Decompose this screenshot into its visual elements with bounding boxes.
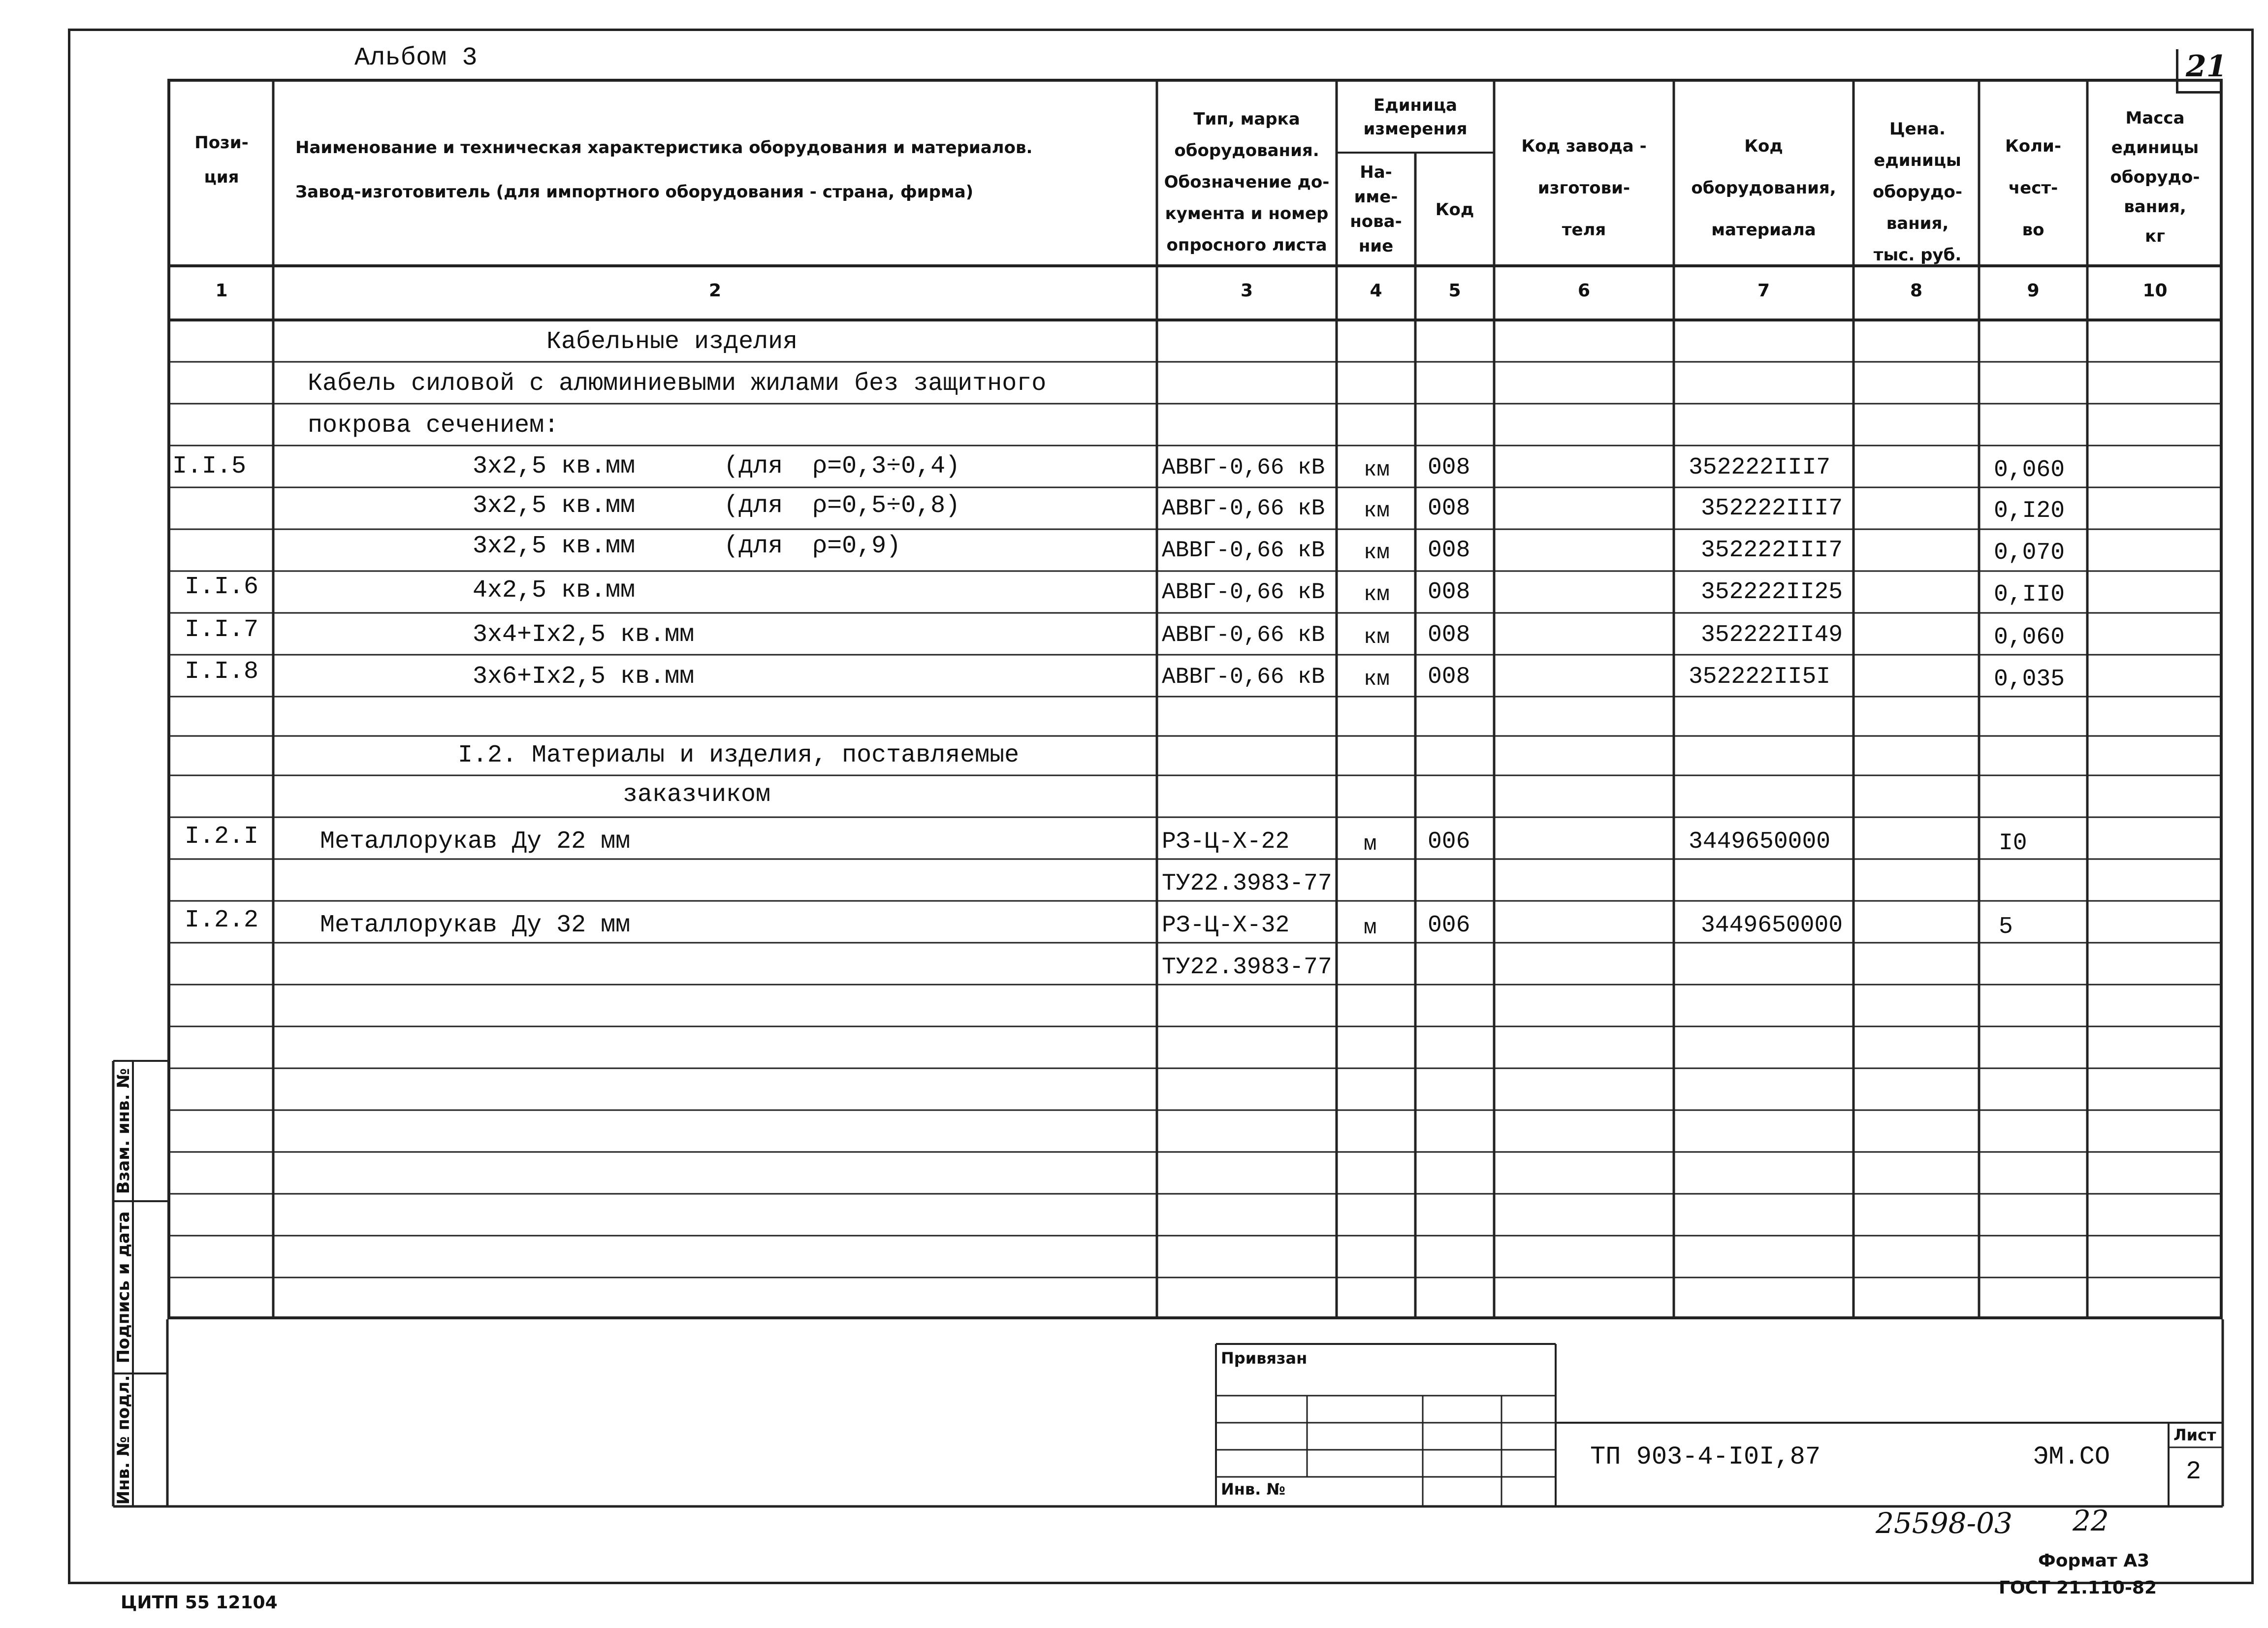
row-equipment-code: 352222III7 xyxy=(1701,495,1843,522)
row-type: АВВГ-0,66 кВ xyxy=(1162,579,1325,605)
row-equipment-code: 352222II25 xyxy=(1701,579,1843,606)
row-name: 3х6+Iх2,5 кв.мм xyxy=(473,663,695,691)
row-name: 4х2,5 кв.мм xyxy=(473,576,636,605)
header-equipment-code: Код оборудования, материала xyxy=(1691,136,1836,240)
album-title: Альбом 3 xyxy=(354,43,478,72)
row-type: АВВГ-0,66 кВ xyxy=(1162,455,1325,480)
row-position: I.I.8 xyxy=(185,658,259,686)
row-quantity: 0,060 xyxy=(1994,624,2065,651)
row-equipment-code: 352222II49 xyxy=(1701,622,1843,648)
row-equipment-code: 352222III7 xyxy=(1689,454,1831,481)
row-position: I.2.I xyxy=(185,823,259,851)
row-quantity: 0,I20 xyxy=(1994,498,2065,524)
handwritten-inventory: 25598-03 xyxy=(1876,1506,2012,1540)
row-position: I.2.2 xyxy=(185,906,259,934)
col-number: 9 xyxy=(2027,281,2040,301)
col-number: 10 xyxy=(2142,281,2168,301)
row-unit-code: 008 xyxy=(1428,537,1470,564)
row-type: ТУ22.3983-77 xyxy=(1162,870,1332,897)
row-unit-code: 008 xyxy=(1428,579,1470,606)
row-unit-code: 008 xyxy=(1428,622,1470,648)
row-equipment-code: 352222II5I xyxy=(1689,664,1831,690)
row-equipment-code: 3449650000 xyxy=(1701,912,1843,939)
sheet-label: Лист xyxy=(2173,1426,2216,1444)
row-position: I.I.6 xyxy=(185,573,259,601)
col-number: 4 xyxy=(1370,281,1382,301)
row-type: АВВГ-0,66 кВ xyxy=(1162,622,1325,648)
side-label-inv-original: Инв. № подл. xyxy=(114,1375,133,1505)
row-position: I.I.7 xyxy=(185,616,259,644)
row-equipment-code: 3449650000 xyxy=(1689,829,1831,855)
row-equipment-code: 352222III7 xyxy=(1701,537,1843,564)
row-unit-code: 008 xyxy=(1428,664,1470,690)
row-unit: км xyxy=(1364,541,1390,565)
row-quantity: 0,060 xyxy=(1994,457,2065,483)
col-number: 1 xyxy=(215,281,228,301)
col-number: 6 xyxy=(1577,281,1591,301)
row-type: РЗ-Ц-Х-22 xyxy=(1162,829,1290,855)
row-unit: км xyxy=(1364,625,1390,650)
header-unit-group: Единица измерения xyxy=(1363,96,1468,139)
row-name: 3х2,5 кв.мм (для ρ=0,3÷0,4) xyxy=(473,452,960,480)
document-code: ЭМ.СО xyxy=(2033,1442,2110,1471)
row-unit-code: 006 xyxy=(1428,912,1470,939)
side-label-replace-inv: Взам. инв. № xyxy=(114,1068,133,1194)
row-unit: км xyxy=(1364,499,1390,523)
stamp-inv-no: Инв. № xyxy=(1221,1480,1285,1499)
row-quantity: 0,II0 xyxy=(1994,581,2065,608)
row-unit: м xyxy=(1364,832,1377,857)
col-number: 3 xyxy=(1240,281,1253,301)
header-name: Наименование и техническая характеристика оборудования и материалов. Завод-изготовитель (для импортного оборудования - страна, фирма) xyxy=(295,138,1033,202)
row-quantity: 0,070 xyxy=(1994,540,2065,566)
format-label: Формат А3 xyxy=(2038,1551,2150,1571)
header-quantity: Коли- чест- во xyxy=(2005,136,2061,240)
header-mass: Масса единицы оборудо- вания, кг xyxy=(2110,108,2200,246)
header-price: Цена. единицы оборудо- вания, тыс. руб. xyxy=(1873,119,1962,265)
section-heading: заказчиком xyxy=(623,781,771,809)
header-unit-name: На- име- нова- ние xyxy=(1350,162,1402,256)
row-quantity: 0,035 xyxy=(1994,666,2065,693)
handwritten-page: 22 xyxy=(2073,1504,2109,1537)
col-number: 2 xyxy=(708,281,722,301)
side-label-signature-date: Подпись и дата xyxy=(114,1211,133,1364)
row-unit: км xyxy=(1364,667,1390,692)
row-unit: км xyxy=(1364,582,1390,607)
section-heading: I.2. Материалы и изделия, поставляемые xyxy=(458,741,1020,769)
row-unit-code: 008 xyxy=(1428,454,1470,481)
row-name: покрова сечением: xyxy=(308,412,559,440)
gost-label: ГОСТ 21.110-82 xyxy=(1999,1578,2157,1598)
sheet-number: 2 xyxy=(2186,1457,2202,1486)
row-unit-code: 006 xyxy=(1428,829,1470,855)
header-unit-code: Код xyxy=(1435,200,1474,220)
document-designation: ТП 903-4-I0I,87 xyxy=(1590,1442,1821,1471)
row-type: АВВГ-0,66 кВ xyxy=(1162,538,1325,563)
col-number: 7 xyxy=(1757,281,1770,301)
col-number: 5 xyxy=(1448,281,1461,301)
corner-page-number: 21 xyxy=(2186,49,2227,84)
row-unit: м xyxy=(1364,916,1377,940)
row-quantity: I0 xyxy=(1999,830,2027,857)
row-quantity: 5 xyxy=(1999,914,2013,940)
print-code: ЦИТП 55 12104 xyxy=(121,1593,278,1613)
row-type: ТУ22.3983-77 xyxy=(1162,954,1332,981)
col-number: 8 xyxy=(1910,281,1923,301)
row-name: Кабель силовой с алюминиевыми жилами без защитного xyxy=(308,370,1047,398)
row-unit-code: 008 xyxy=(1428,495,1470,522)
row-type: АВВГ-0,66 кВ xyxy=(1162,664,1325,690)
header-position: Пози- ция xyxy=(194,133,249,187)
section-heading: Кабельные изделия xyxy=(546,328,798,356)
row-name: 3х2,5 кв.мм (для ρ=0,9) xyxy=(473,532,901,560)
row-type: РЗ-Ц-Х-32 xyxy=(1162,912,1290,939)
row-position: I.I.5 xyxy=(172,452,247,480)
row-type: АВВГ-0,66 кВ xyxy=(1162,496,1325,521)
row-name: Металлорукав Ду 32 мм xyxy=(320,911,631,939)
stamp-privyazan: Привязан xyxy=(1221,1349,1308,1368)
row-name: Металлорукав Ду 22 мм xyxy=(320,828,631,856)
row-unit: км xyxy=(1364,458,1390,482)
row-name: 3х4+Iх2,5 кв.мм xyxy=(473,621,695,649)
row-name: 3х2,5 кв.мм (для ρ=0,5÷0,8) xyxy=(473,492,960,520)
header-type: Тип, марка оборудования. Обозначение до- кумента и номер опросного листа xyxy=(1164,109,1330,255)
header-factory-code: Код завода - изготови- теля xyxy=(1521,136,1647,240)
